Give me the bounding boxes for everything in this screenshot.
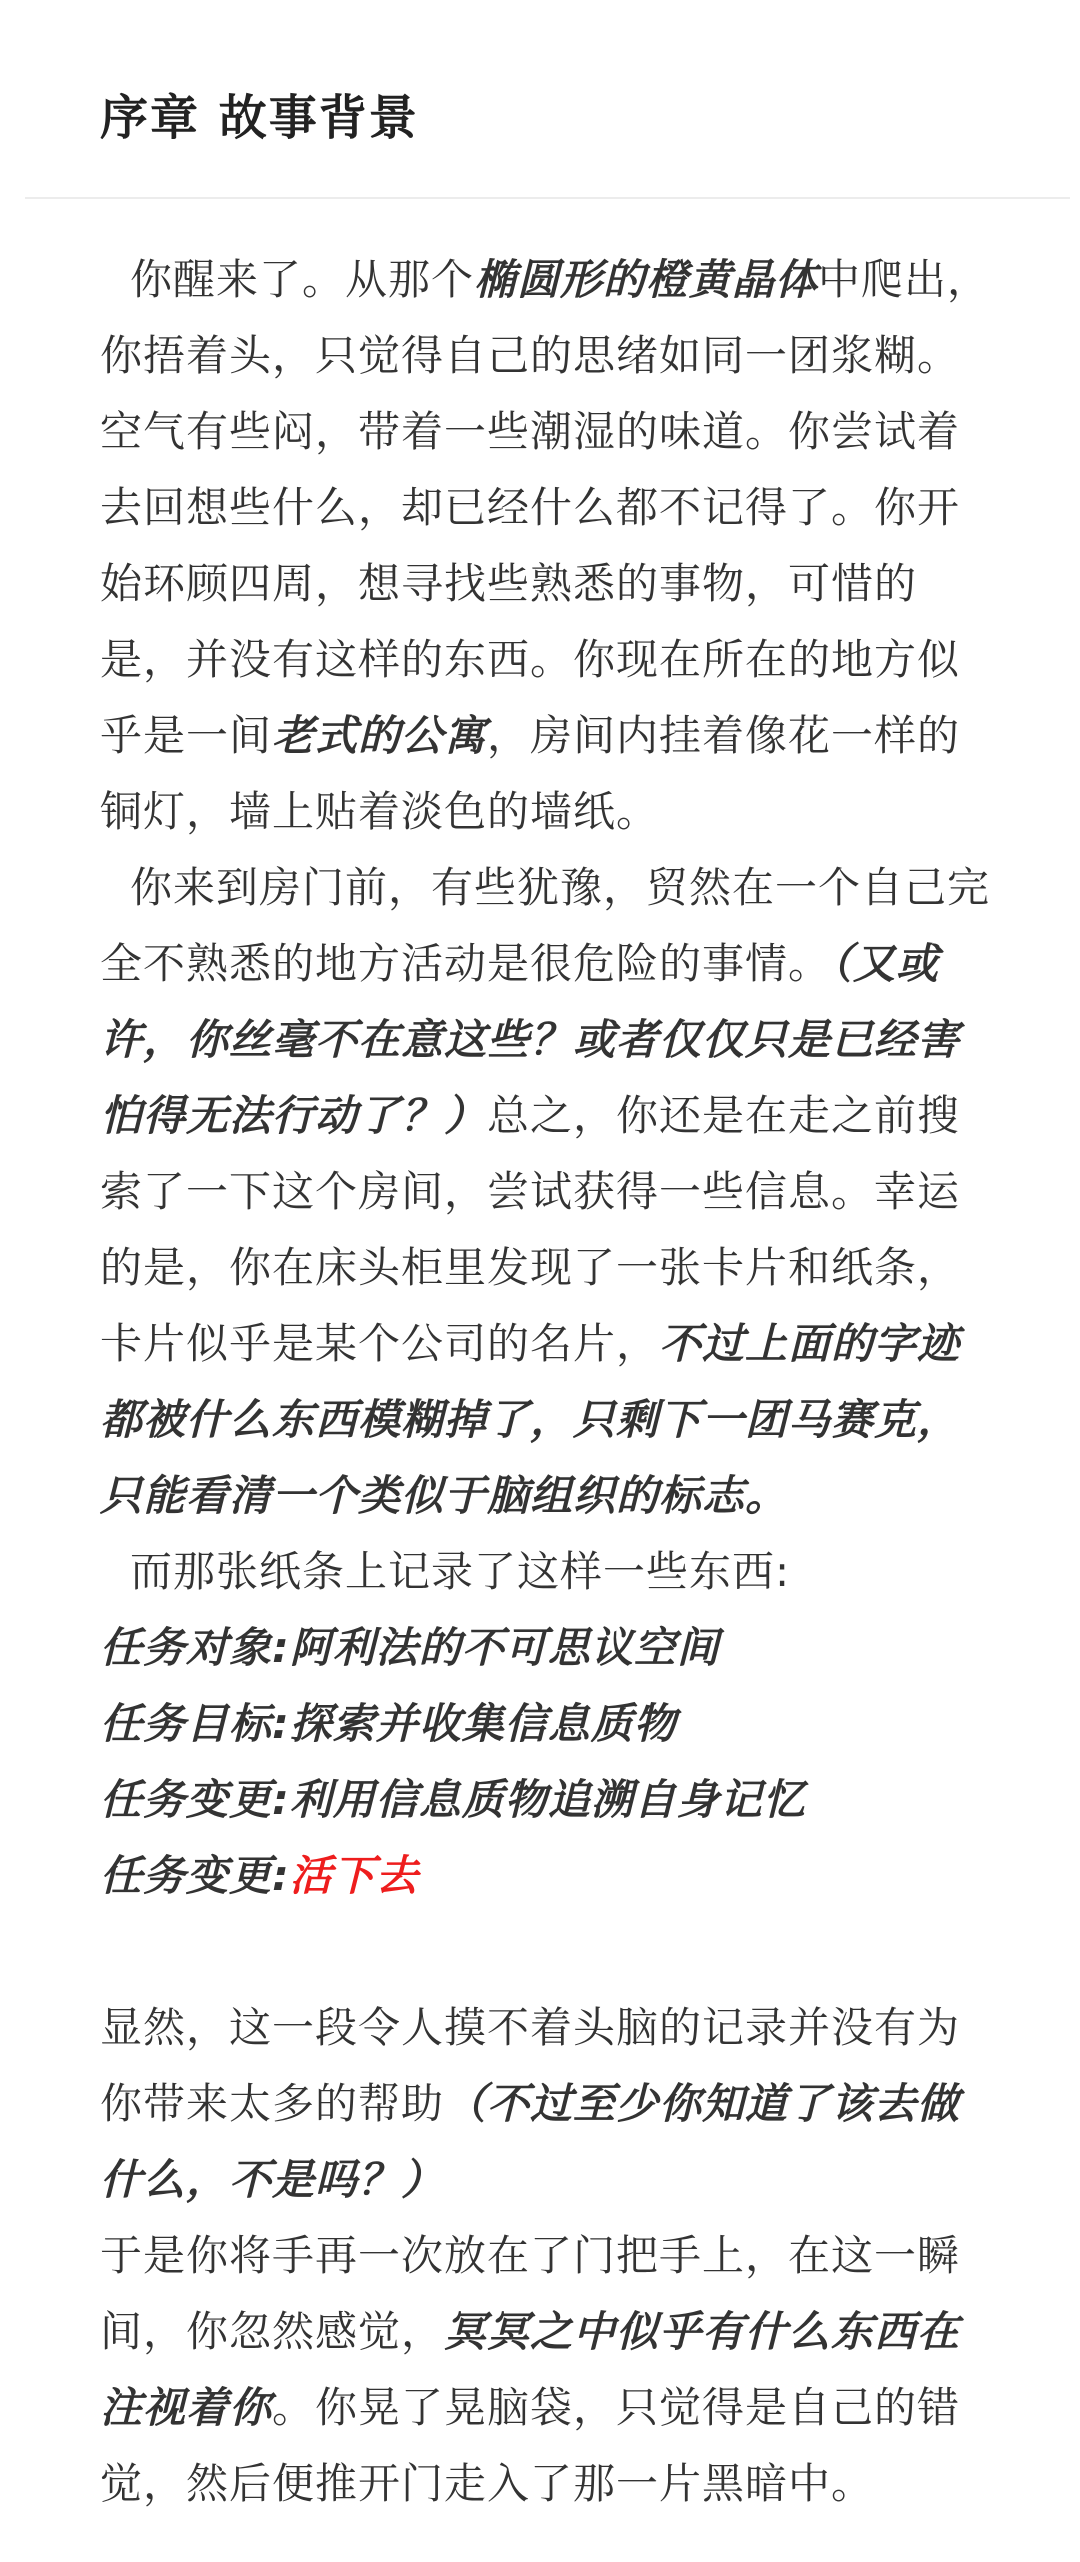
- paragraph-awakening: [100, 242, 1000, 850]
- task-item-change-2: [100, 1838, 1000, 1914]
- story-article: [100, 242, 1000, 2522]
- paragraph-spacer: [100, 1914, 1000, 1990]
- task-item-goal: 任务目标:探索并收集信息质物: [100, 1699, 677, 1748]
- emphasis-apartment: 老式的公寓: [272, 711, 488, 760]
- chapter-title: 序章 故事背景: [100, 90, 419, 146]
- task-item-change-1: 任务变更:利用信息质物追溯自身记忆: [100, 1775, 806, 1824]
- paragraph-text: 。你晃了晃脑袋，只觉得是自己的错觉，然后便推开门走入了那一片黑暗中。: [100, 2383, 961, 2508]
- emphasis-card-blurred: 不过上面的字迹都被什么东西模糊掉了，只剩下一团马赛克，只能看清一个类似于脑组织的标志。: [100, 1319, 961, 1520]
- paragraph-note-intro: 而那张纸条上记录了这样一些东西:: [130, 1547, 791, 1596]
- paragraph-open-door: [100, 2218, 1000, 2522]
- paragraph-text: 你醒来了。从那个: [130, 255, 475, 304]
- emphasis-aside: （又或许，你丝毫不在意这些？或者仅仅只是已经害怕得无法行动了？）: [100, 939, 961, 1140]
- paragraph-text: 于是你将手再一次放在了门把手上，在这一瞬间，你忽然感觉，: [100, 2231, 961, 2356]
- emphasis-crystal: 椭圆形的橙黄晶体: [474, 255, 819, 304]
- chapter-header: [0, 0, 1080, 200]
- task-value-survive: 活下去: [289, 1851, 419, 1900]
- paragraph-text: 显然，这一段令人摸不着头脑的记录并没有为你带来太多的帮助: [100, 2003, 961, 2128]
- paragraph-search-room: [100, 850, 1000, 1534]
- header-divider: [25, 197, 1070, 199]
- emphasis-aside: （不过至少你知道了该去做什么，不是吗？）: [100, 2079, 961, 2204]
- paragraph-text: 总之，你还是在走之前搜索了一下这个房间，尝试获得一些信息。幸运的是，你在床头柜里发现了一张卡片和纸条，卡片似乎是某个公司的名片，: [100, 1091, 961, 1368]
- paragraph-obviously: [100, 1990, 1000, 2218]
- paragraph-text: 你来到房门前，有些犹豫，贸然在一个自己完全不熟悉的地方活动是很危险的事情。: [100, 863, 991, 988]
- emphasis-watched: 冥冥之中似乎有什么东西在注视着你: [100, 2307, 961, 2432]
- paragraph-text: ，房间内挂着像花一样的铜灯，墙上贴着淡色的墙纸。: [100, 711, 961, 836]
- task-label: 任务变更:: [100, 1851, 290, 1900]
- paragraph-text: 中爬出，你捂着头，只觉得自己的思绪如同一团浆糊。空气有些闷，带着一些潮湿的味道。你尝试着去回想些什么，却已经什么都不记得了。你开始环顾四周，想寻找些熟悉的事物，可惜的是，并没有这样的东西。你现在所在的地方似乎是一间: [100, 255, 991, 760]
- task-item-object: 任务对象:阿利法的不可思议空间: [100, 1623, 720, 1672]
